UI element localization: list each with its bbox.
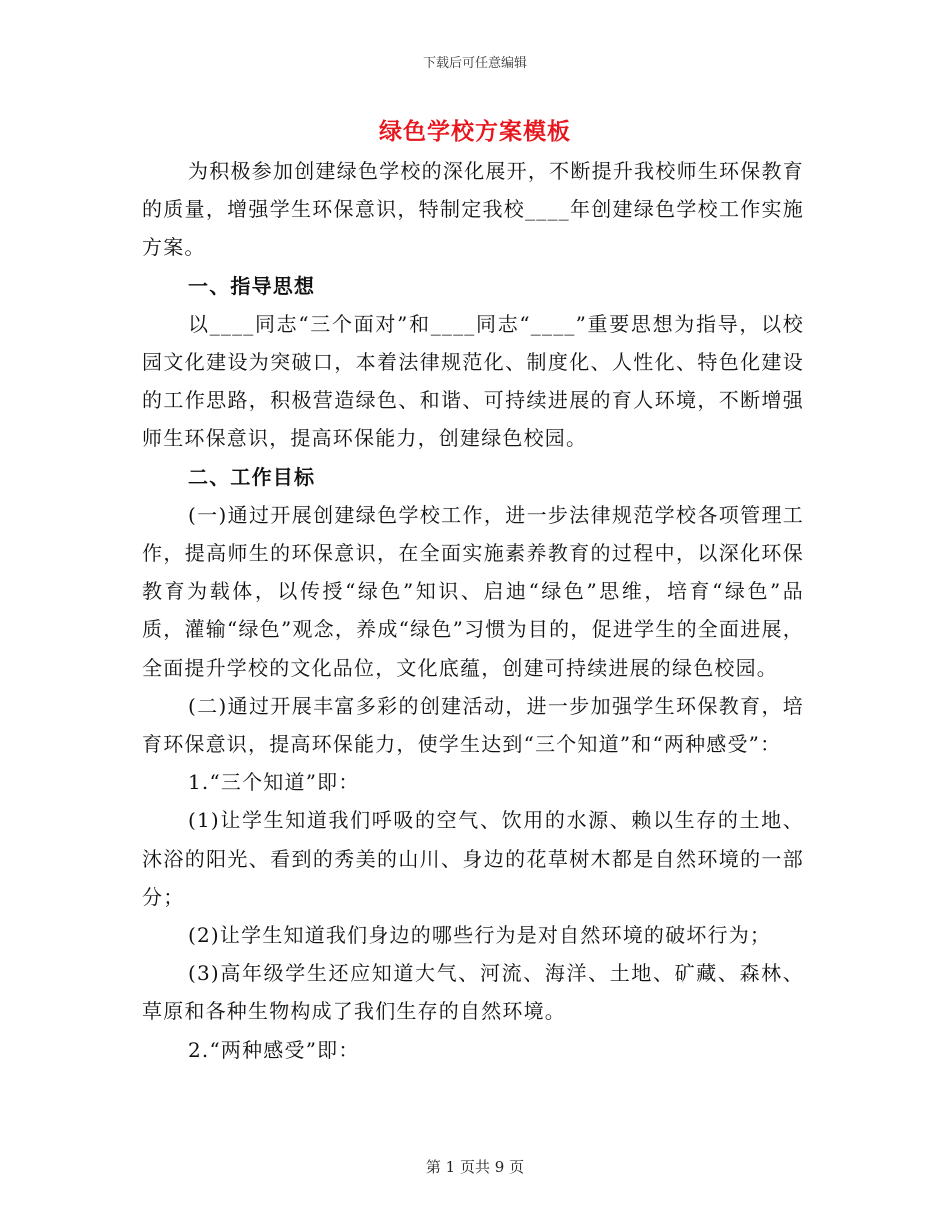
know-item-1: (1)让学生知道我们呼吸的空气、饮用的水源、赖以生存的土地、沐浴的阳光、看到的秀美的山川、身边的花草树木都是自然环境的一部分； — [142, 808, 804, 909]
header-note: 下载后可任意编辑 — [422, 56, 527, 71]
section-heading-work-goals: 二、工作目标 — [188, 464, 316, 489]
goal-1-paragraph: (一)通过开展创建绿色学校工作，进一步法律规范学校各项管理工作，提高师生的环保意识，在全面实施素养教育的过程中，以深化环保教育为载体，以传授“绿色”知识、启迪“绿色”思维，培育“绿色”品质，灌输“绿色”观念，养成“绿色”习惯为目的，促进学生的全面进展，全面提升学校的文化品位，文化底蕴，创建可持续进展的绿色校园。 — [142, 502, 804, 680]
goal-2-paragraph: (二)通过开展丰富多彩的创建活动，进一步加强学生环保教育，培育环保意识，提高环保能力，使学生达到“三个知道”和“两种感受”： — [142, 693, 804, 757]
two-feelings-heading: 2.“两种感受”即： — [188, 1037, 360, 1062]
section-heading-guiding-ideology: 一、指导思想 — [188, 273, 316, 298]
know-item-3: (3)高年级学生还应知道大气、河流、海洋、土地、矿藏、森林、草原和各种生物构成了我们生存的自然环境。 — [142, 961, 804, 1024]
document-body — [142, 152, 804, 1069]
three-knows-heading: 1.“三个知道”即： — [188, 770, 360, 795]
intro-paragraph: 为积极参加创建绿色学校的深化展开，不断提升我校师生环保教育的质量，增强学生环保意识，特制定我校____年创建绿色学校工作实施方案。 — [142, 159, 804, 260]
know-item-2: (2)让学生知道我们身边的哪些行为是对自然环境的破坏行为； — [188, 923, 772, 948]
page-number-footer: 第 1 页共 9 页 — [425, 1158, 525, 1176]
guiding-ideology-paragraph: 以____同志“三个面对”和____同志“____”重要思想为指导，以校园文化建设为突破口，本着法律规范化、制度化、人性化、特色化建设的工作思路，积极营造绿色、和谐、可持续进展的育人环境，不断增强师生环保意识，提高环保能力，创建绿色校园。 — [142, 311, 804, 451]
document-title: 绿色学校方案模板 — [379, 118, 571, 145]
